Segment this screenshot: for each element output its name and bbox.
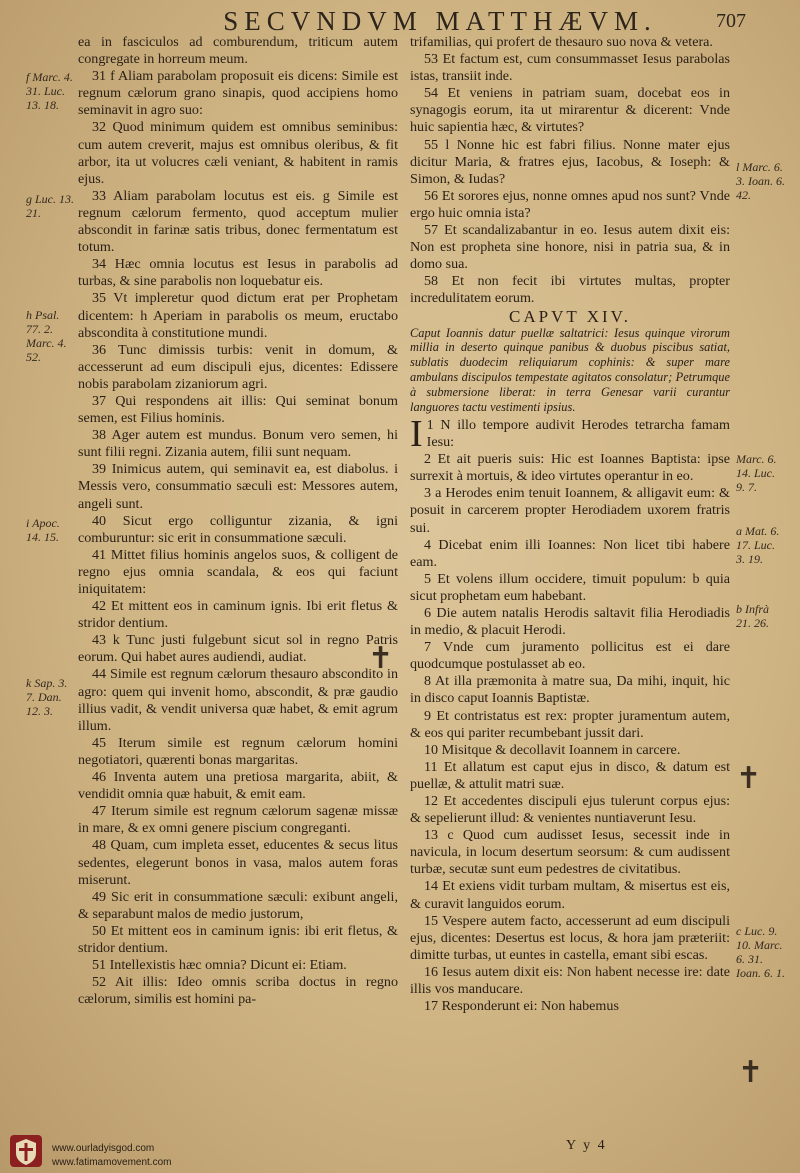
verse: 10 Misitque & decollavit Ioannem in carcere. <box>424 741 681 758</box>
verse: 37 Qui respondens ait illis: Qui seminat bonum semen, est Filius hominis. <box>78 392 398 427</box>
verse: 55 l Nonne hic est fabri filius. Nonne mater ejus dicitur Maria, & fratres ejus, Iacobus, & Ioseph: & Simon, & Iudas? <box>410 136 730 187</box>
verse: 51 Intellexistis hæc omnia? Dicunt ei: Etiam. <box>92 957 347 974</box>
chapter-summary: Caput Ioannis datur puellæ saltatrici: Iesus quinque virorum millia in deserto quinque panibus & duobus piscibus satiat, sublatis duodecim reliquiarum cophinis: & super mare ambulans discipulos tempestate agitatos consolatur; Petrumque à submersione liberat: in terra Genesar varii curantur languores tactu vestimenti ipsius. <box>410 325 730 415</box>
verse: 36 Tunc dimissis turbis: venit in domum, & accesserunt ad eum discipuli ejus, dicentes: Edissere nobis parabolam zizaniorum agri. <box>78 341 398 392</box>
verse: 48 Quam, cum impleta esset, educentes & secus litus sedentes, elegerunt bonos in vasa, malos autem foras miserunt. <box>78 837 398 888</box>
margin-note-left-2: g Luc. 13. 21. <box>26 192 74 220</box>
margin-note-right-2: Marc. 6. 14. Luc. 9. 7. <box>736 452 777 494</box>
verse: 31 f Aliam parabolam proposuit eis dicens: Simile est regnum cælorum grano sinapis, quod accipiens homo seminavit in agro suo: <box>78 68 398 119</box>
verse: 46 Inventa autem una pretiosa margarita, abiit, & vendidit omnia quæ habuit, & emit eam. <box>78 769 398 803</box>
handwritten-cross-icon: ✝ <box>368 642 394 675</box>
verse: 12 Et accedentes discipuli ejus tulerunt corpus ejus: & sepelierunt illud: & venientes nuntiaverunt Iesu. <box>410 793 730 827</box>
footer-url-1[interactable]: www.ourladyisgod.com <box>52 1143 155 1154</box>
verse: 38 Ager autem est mundus. Bonum vero semen, hi sunt filii regni. Zizania autem, filii sunt nequam. <box>78 427 398 461</box>
verse: 6 Die autem natalis Herodis saltavit filia Herodiadis in medio, & placuit Herodi. <box>410 604 730 639</box>
margin-note-left-1: f Marc. 4. 31. Luc. 13. 18. <box>26 70 73 112</box>
verse: 16 Iesus autem dixit eis: Non habent necesse ire: date illis vos manducare. <box>410 963 730 998</box>
verse: 57 Et scandalizabantur in eo. Iesus autem dixit eis: Non est propheta sine honore, nisi in patria sua, & in domo sua. <box>410 222 730 273</box>
handwritten-cross-icon: ✝ <box>736 762 762 795</box>
verse: 40 Sicut ergo colliguntur zizania, & igni comburuntur: sic erit in consummatione sæculi. <box>78 512 398 546</box>
left-column <box>78 34 398 1008</box>
handwritten-cross-icon: ✝ <box>738 1056 764 1089</box>
verse: 32 Quod minimum quidem est omnibus seminibus: cum autem creverit, majus est omnibus oleribus, & fit arbor, ita ut volucres cæli veniant, & habitent in ramis ejus. <box>78 119 398 187</box>
margin-note-right-3: a Mat. 6. 17. Luc. 3. 19. <box>736 524 780 566</box>
verse: 11 Et allatum est caput ejus in disco, & datum est puellæ, & attulit matri suæ. <box>410 758 730 792</box>
verse: 17 Responderunt ei: Non habemus <box>424 998 619 1015</box>
verse: 4 Dicebat enim illi Ioannes: Non licet tibi habere eam. <box>410 536 730 570</box>
right-column <box>410 34 730 1015</box>
verse: 54 Et veniens in patriam suam, docebat eos in synagogis eorum, ita ut mirarentur & dicerent: Vnde huic sapientia hæc, & virtutes? <box>410 85 730 136</box>
verse: 43 k Tunc justi fulgebunt sicut sol in regno Patris eorum. Qui habet aures audiendi, audiat. <box>78 632 398 666</box>
margin-note-right-4: b Infrà 21. 26. <box>736 602 769 630</box>
footer-url-2[interactable]: www.fatimamovement.com <box>52 1157 172 1168</box>
drop-cap: I <box>410 412 423 455</box>
verse: 41 Mittet filius hominis angelos suos, & colligent de regno ejus omnia scandala, & eos qui faciunt iniquitatem: <box>78 546 398 597</box>
verse: 47 Iterum simile est regnum cælorum sagenæ missæ in mare, & ex omni genere piscium congreganti. <box>78 803 398 837</box>
verse: 5 Et volens illum occidere, timuit populum: b quia sicut prophetam eum habebant. <box>410 570 730 604</box>
verse: 45 Iterum simile est regnum cælorum homini negotiatori, quærenti bonas margaritas. <box>78 734 398 768</box>
margin-note-left-4: i Apoc. 14. 15. <box>26 516 60 544</box>
verse: ea in fasciculos ad comburendum, triticum autem congregate in horreum meum. <box>78 34 398 68</box>
verse: 7 Vnde cum juramento pollicitus est ei dare quodcumque postulasset ab eo. <box>410 639 730 673</box>
chapter-heading: CAPVT XIV. <box>509 306 631 326</box>
running-head: SECVNDVM MATTHÆVM. <box>223 6 657 36</box>
signature-mark: Y y 4 <box>566 1138 607 1153</box>
verse: 35 Vt impleretur quod dictum erat per Prophetam dicentem: h Aperiam in parabolis os meum, eructabo abscondita à constitutione mundi. <box>78 290 398 341</box>
verse: 42 Et mittent eos in caminum ignis. Ibi erit fletus & stridor dentium. <box>78 598 398 632</box>
verse: trifamilias, qui profert de thesauro suo nova & vetera. <box>410 34 713 50</box>
verse: 58 Et non fecit ibi virtutes multas, propter incredulitatem eorum. <box>410 273 730 307</box>
verse: 52 Ait illis: Ideo omnis scriba doctus in regno cælorum, similis est homini pa- <box>78 974 398 1008</box>
margin-note-left-3: h Psal. 77. 2. Marc. 4. 52. <box>26 308 67 364</box>
verse: 3 a Herodes enim tenuit Ioannem, & alligavit eum: & posuit in carcerem propter Herodiadem uxorem fratris sui. <box>410 485 730 536</box>
verse: 50 Et mittent eos in caminum ignis: ibi erit fletus, & stridor dentium. <box>78 922 398 956</box>
margin-note-left-5: k Sap. 3. 7. Dan. 12. 3. <box>26 676 68 718</box>
verse: 56 Et sorores ejus, nonne omnes apud nos sunt? Vnde ergo huic omnia ista? <box>410 187 730 221</box>
first-verse-text: 1 N illo tempore audivit Herodes tetrarcha famam Iesu: <box>426 416 730 451</box>
margin-note-right-1: l Marc. 6. 3. Ioan. 6. 42. <box>736 160 785 202</box>
verse: 14 Et exiens vidit turbam multam, & misertus est eis, & curavit languidos eorum. <box>410 878 730 912</box>
verse: 39 Inimicus autem, qui seminavit ea, est diabolus. i Messis vero, consummatio sæculi est: Messores autem, angeli sunt. <box>78 461 398 512</box>
shield-crest-icon <box>8 1133 44 1169</box>
first-verse <box>410 412 730 455</box>
verse: 33 Aliam parabolam locutus est eis. g Simile est regnum cælorum fermento, quod acceptum mulier abscondit in farinæ satis tribus, donec fermentatum est totum. <box>78 187 398 256</box>
verse: 8 At illa præmonita à matre sua, Da mihi, inquit, hic in disco caput Ioannis Baptistæ. <box>410 673 730 707</box>
verse: 44 Simile est regnum cælorum thesauro abscondito in agro: quem qui invenit homo, abscondit, & præ gaudio illius vadit, & vendit universa quæ habet, & emit agrum illum. <box>78 666 398 734</box>
verse: 15 Vespere autem facto, accesserunt ad eum discipuli ejus, dicentes: Desertus est locus, & hora jam præteriit: dimitte turbas, ut euntes in castella, emant sibi escas. <box>410 912 730 963</box>
verse: 34 Hæc omnia locutus est Iesus in parabolis ad turbas, & sine parabolis non loquebatur eis. <box>78 256 398 290</box>
verse: 9 Et contristatus est rex: propter juramentum autem, & eos qui pariter recumbebant jussit dari. <box>410 707 730 741</box>
margin-note-right-5: c Luc. 9. 10. Marc. 6. 31. Ioan. 6. 1. <box>736 924 785 980</box>
verse: 2 Et ait pueris suis: Hic est Ioannes Baptista: ipse surrexit à mortuis, & ideo virtutes operantur in eo. <box>410 451 730 485</box>
verse: 49 Sic erit in consummatione sæculi: exibunt angeli, & separabunt malos de medio justorum, <box>78 888 398 922</box>
page-number: 707 <box>716 10 746 32</box>
verse: 53 Et factum est, cum consummasset Iesus parabolas istas, transiit inde. <box>410 51 730 85</box>
verse: 13 c Quod cum audisset Iesus, secessit inde in navicula, in locum desertum seorsum: & cum audissent turbæ, secutæ sunt eum pedestres de civitatibus. <box>410 827 730 878</box>
